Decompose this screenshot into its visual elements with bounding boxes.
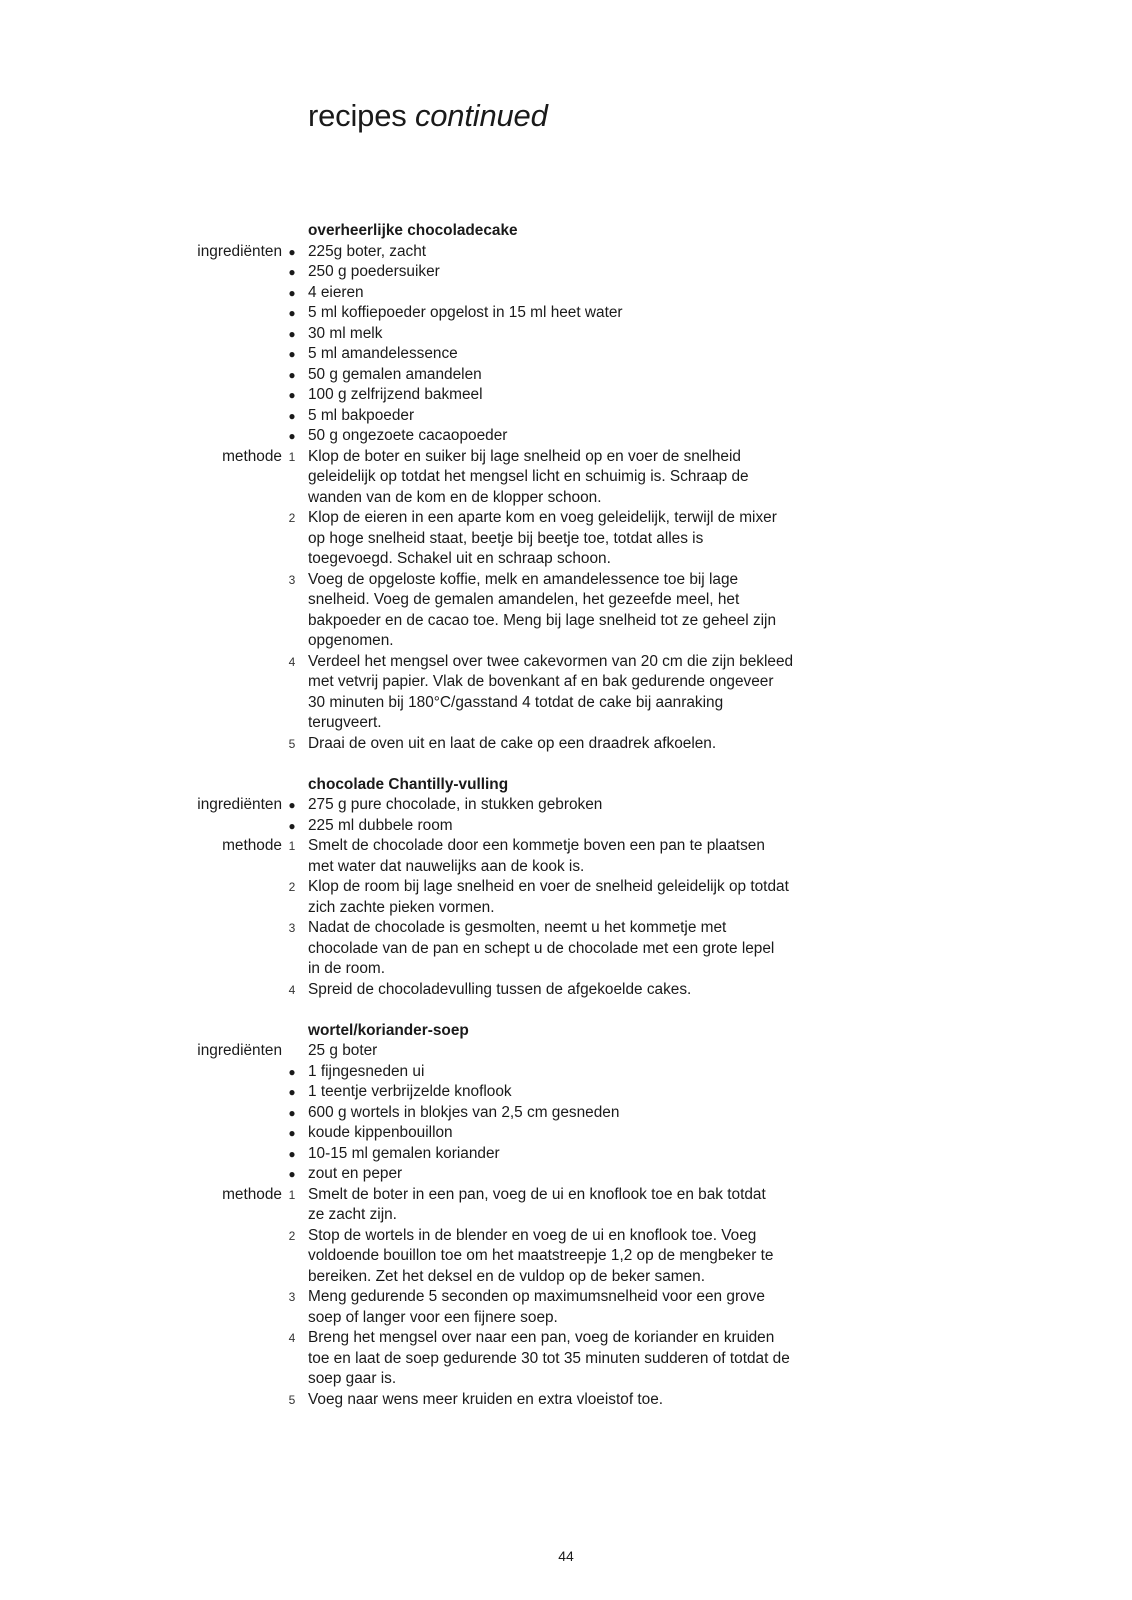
step-text: Smelt de chocolade door een kommetje boven een pan te plaatsen [308, 837, 765, 854]
step-number: 2 [288, 511, 296, 525]
bullet-icon: ● [288, 1085, 296, 1099]
ingredient-item: 225g boter, zacht [308, 242, 427, 260]
method-step-line [0, 836, 1132, 857]
method-step-line [0, 693, 1132, 714]
ingredients-label: ingrediënten [197, 1042, 282, 1059]
recipe-title: wortel/koriander-soep [308, 1021, 469, 1039]
ingredient-item: 5 ml koffiepoeder opgelost in 15 ml heet water [308, 304, 623, 321]
step-text: Stop de wortels in de blender en voeg de ui en knoflook toe. Voeg [308, 1226, 757, 1244]
step-number: 3 [288, 572, 296, 587]
ingredient-row [0, 1041, 1132, 1062]
step-text: met water dat nauwelijks aan de kook is. [308, 857, 585, 875]
step-text: in de room. [308, 960, 385, 977]
ingredient-item: koude kippenbouillon [308, 1124, 453, 1141]
page-title-emphasis: continued [414, 98, 548, 133]
step-text: ze zacht zijn. [308, 1206, 397, 1223]
method-step-line [0, 1349, 1132, 1370]
ingredients-label: ingrediënten [197, 242, 282, 260]
method-step-line [0, 488, 1132, 509]
ingredient-item: 100 g zelfrijzend bakmeel [308, 386, 483, 403]
method-label: methode [222, 447, 282, 465]
recipes-content [0, 221, 1132, 1410]
step-text: Smelt de boter in een pan, voeg de ui en knoflook toe en bak totdat [308, 1185, 766, 1203]
ingredient-row [0, 406, 1132, 427]
step-number: 3 [288, 921, 296, 935]
page-number: 44 [558, 1548, 574, 1564]
method-step-line [0, 508, 1132, 529]
method-step-line [0, 1246, 1132, 1267]
method-step-line [0, 611, 1132, 632]
step-text: soep of langer voor een fijnere soep. [308, 1308, 558, 1326]
method-step-line [0, 549, 1132, 570]
step-text: geleidelijk op totdat het mengsel licht en schuimig is. Schraap de [308, 468, 749, 485]
bullet-icon: ● [288, 798, 296, 812]
bullet-icon: ● [288, 1064, 296, 1079]
recipe-title: chocolade Chantilly-vulling [308, 775, 509, 793]
ingredients-label: ingrediënten [197, 796, 282, 813]
method-step-line [0, 1390, 1132, 1411]
step-number: 4 [288, 982, 296, 997]
step-text: Nadat de chocolade is gesmolten, neemt u het kommetje met [308, 919, 727, 936]
method-step-line [0, 1226, 1132, 1247]
bullet-icon: ● [288, 306, 296, 320]
step-text: Klop de eieren in een aparte kom en voeg geleidelijk, terwijl de mixer [308, 509, 777, 526]
method-step-line [0, 672, 1132, 693]
bullet-icon: ● [288, 347, 296, 361]
ingredient-row [0, 1103, 1132, 1124]
page-title-main: recipes [308, 98, 407, 133]
method-step-line [0, 734, 1132, 755]
bullet-icon: ● [288, 285, 296, 300]
ingredient-item: 1 teentje verbrijzelde knoflook [308, 1083, 512, 1100]
bullet-icon: ● [288, 367, 296, 382]
bullet-icon: ● [288, 429, 296, 443]
method-step-line [0, 447, 1132, 468]
recipe-block [0, 775, 1132, 1001]
ingredient-row [0, 1123, 1132, 1144]
bullet-icon: ● [288, 244, 296, 259]
page-title [308, 98, 548, 134]
step-text: Verdeel het mengsel over twee cakevormen van 20 cm die zijn bekleed [308, 652, 794, 670]
bullet-icon: ● [288, 1126, 296, 1140]
bullet-icon: ● [288, 1105, 296, 1120]
bullet-icon: ● [288, 408, 296, 423]
method-step-line [0, 1205, 1132, 1226]
step-text: voldoende bouillon toe om het maatstreepje 1,2 op de mengbeker te [308, 1247, 774, 1264]
method-step-line [0, 652, 1132, 673]
ingredient-item: 50 g gemalen amandelen [308, 365, 482, 383]
step-text: bereiken. Zet het deksel en de vuldop op de beker samen. [308, 1267, 705, 1285]
ingredient-row [0, 1144, 1132, 1165]
step-number: 1 [288, 1187, 296, 1202]
method-step-line [0, 1267, 1132, 1288]
ingredient-item: 4 eieren [308, 283, 364, 301]
ingredient-item: 600 g wortels in blokjes van 2,5 cm gesneden [308, 1103, 620, 1121]
bullet-icon: ● [288, 818, 296, 833]
method-step-line [0, 959, 1132, 980]
ingredient-row [0, 1082, 1132, 1103]
ingredient-item: 5 ml amandelessence [308, 345, 458, 362]
step-text: Draai de oven uit en laat de cake op een draadrek afkoelen. [308, 734, 717, 752]
step-text: Spreid de chocoladevulling tussen de afgekoelde cakes. [308, 980, 692, 998]
ingredient-item: 30 ml melk [308, 324, 383, 342]
method-step-line [0, 980, 1132, 1001]
step-number: 2 [288, 1228, 296, 1243]
ingredient-row [0, 816, 1132, 837]
ingredient-item: 225 ml dubbele room [308, 816, 453, 834]
method-step-line [0, 570, 1132, 591]
step-text: opgenomen. [308, 632, 394, 649]
ingredient-row [0, 303, 1132, 324]
step-number: 3 [288, 1290, 296, 1304]
step-text: wanden van de kom en de klopper schoon. [308, 488, 602, 506]
ingredient-row [0, 324, 1132, 345]
bullet-icon: ● [288, 265, 296, 279]
method-step-line [0, 1308, 1132, 1329]
ingredient-item: 25 g boter [308, 1042, 378, 1059]
ingredient-row [0, 385, 1132, 406]
recipe-block [0, 1021, 1132, 1411]
step-number: 4 [288, 1331, 296, 1345]
method-step-line [0, 939, 1132, 960]
method-step-line [0, 590, 1132, 611]
ingredient-item: 5 ml bakpoeder [308, 406, 415, 424]
step-text: terugveert. [308, 714, 382, 731]
method-step-line [0, 631, 1132, 652]
step-text: zich zachte pieken vormen. [308, 898, 495, 916]
method-step-line [0, 1328, 1132, 1349]
ingredient-row [0, 1062, 1132, 1083]
ingredient-row [0, 795, 1132, 816]
recipe-title-row [0, 1021, 1132, 1042]
step-number: 5 [288, 736, 296, 751]
method-label: methode [222, 1185, 282, 1203]
step-text: snelheid. Voeg de gemalen amandelen, het gezeefde meel, het [308, 591, 740, 608]
method-step-line [0, 529, 1132, 550]
ingredient-row [0, 1164, 1132, 1185]
step-number: 2 [288, 880, 296, 894]
ingredient-row [0, 283, 1132, 304]
step-text: toe en laat de soep gedurende 30 tot 35 minuten sudderen of totdat de [308, 1349, 790, 1367]
step-text: bakpoeder en de cacao toe. Meng bij lage snelheid tot ze geheel zijn [308, 611, 777, 629]
step-text: chocolade van de pan en schept u de chocolade met een grote lepel [308, 939, 775, 957]
method-step-line [0, 857, 1132, 878]
step-text: Klop de boter en suiker bij lage snelheid op en voer de snelheid [308, 447, 741, 465]
bullet-icon: ● [288, 326, 296, 341]
method-step-line [0, 1185, 1132, 1206]
ingredient-item: 50 g ongezoete cacaopoeder [308, 427, 508, 444]
bullet-icon: ● [288, 1167, 296, 1181]
method-step-line [0, 918, 1132, 939]
bullet-icon: ● [288, 388, 296, 402]
recipe-block [0, 221, 1132, 754]
recipe-title-row [0, 221, 1132, 242]
ingredient-item: zout en peper [308, 1165, 403, 1182]
ingredient-row [0, 344, 1132, 365]
step-text: 30 minuten bij 180°C/gasstand 4 totdat de cake bij aanraking [308, 693, 724, 711]
ingredient-row [0, 426, 1132, 447]
method-step-line [0, 467, 1132, 488]
ingredient-item: 275 g pure chocolade, in stukken gebroken [308, 796, 603, 813]
step-number: 1 [288, 839, 296, 853]
method-step-line [0, 1369, 1132, 1390]
recipe-title: overheerlijke chocoladecake [308, 222, 518, 239]
step-text: Breng het mengsel over naar een pan, voeg de koriander en kruiden [308, 1329, 775, 1346]
step-number: 5 [288, 1392, 296, 1407]
ingredient-row [0, 365, 1132, 386]
ingredient-item: 10-15 ml gemalen koriander [308, 1144, 500, 1162]
step-text: op hoge snelheid staat, beetje bij beetje toe, totdat alles is [308, 529, 704, 547]
method-label: methode [222, 837, 282, 854]
method-step-line [0, 1287, 1132, 1308]
method-step-line [0, 713, 1132, 734]
bullet-icon: ● [288, 1146, 296, 1161]
step-text: Meng gedurende 5 seconden op maximumsnelheid voor een grove [308, 1288, 765, 1305]
step-text: toegevoegd. Schakel uit en schraap schoon. [308, 550, 611, 567]
method-step-line [0, 877, 1132, 898]
step-text: met vetvrij papier. Vlak de bovenkant af en bak gedurende ongeveer [308, 673, 774, 690]
ingredient-row [0, 262, 1132, 283]
step-text: soep gaar is. [308, 1370, 397, 1387]
step-text: Voeg naar wens meer kruiden en extra vloeistof toe. [308, 1390, 664, 1408]
ingredient-item: 250 g poedersuiker [308, 263, 440, 280]
step-number: 1 [288, 449, 296, 464]
method-step-line [0, 898, 1132, 919]
recipe-title-row [0, 775, 1132, 796]
step-text: Voeg de opgeloste koffie, melk en amandelessence toe bij lage [308, 570, 739, 588]
step-text: Klop de room bij lage snelheid en voer de snelheid geleidelijk op totdat [308, 878, 789, 895]
ingredient-row [0, 242, 1132, 263]
ingredient-item: 1 fijngesneden ui [308, 1062, 425, 1080]
step-number: 4 [288, 654, 296, 669]
